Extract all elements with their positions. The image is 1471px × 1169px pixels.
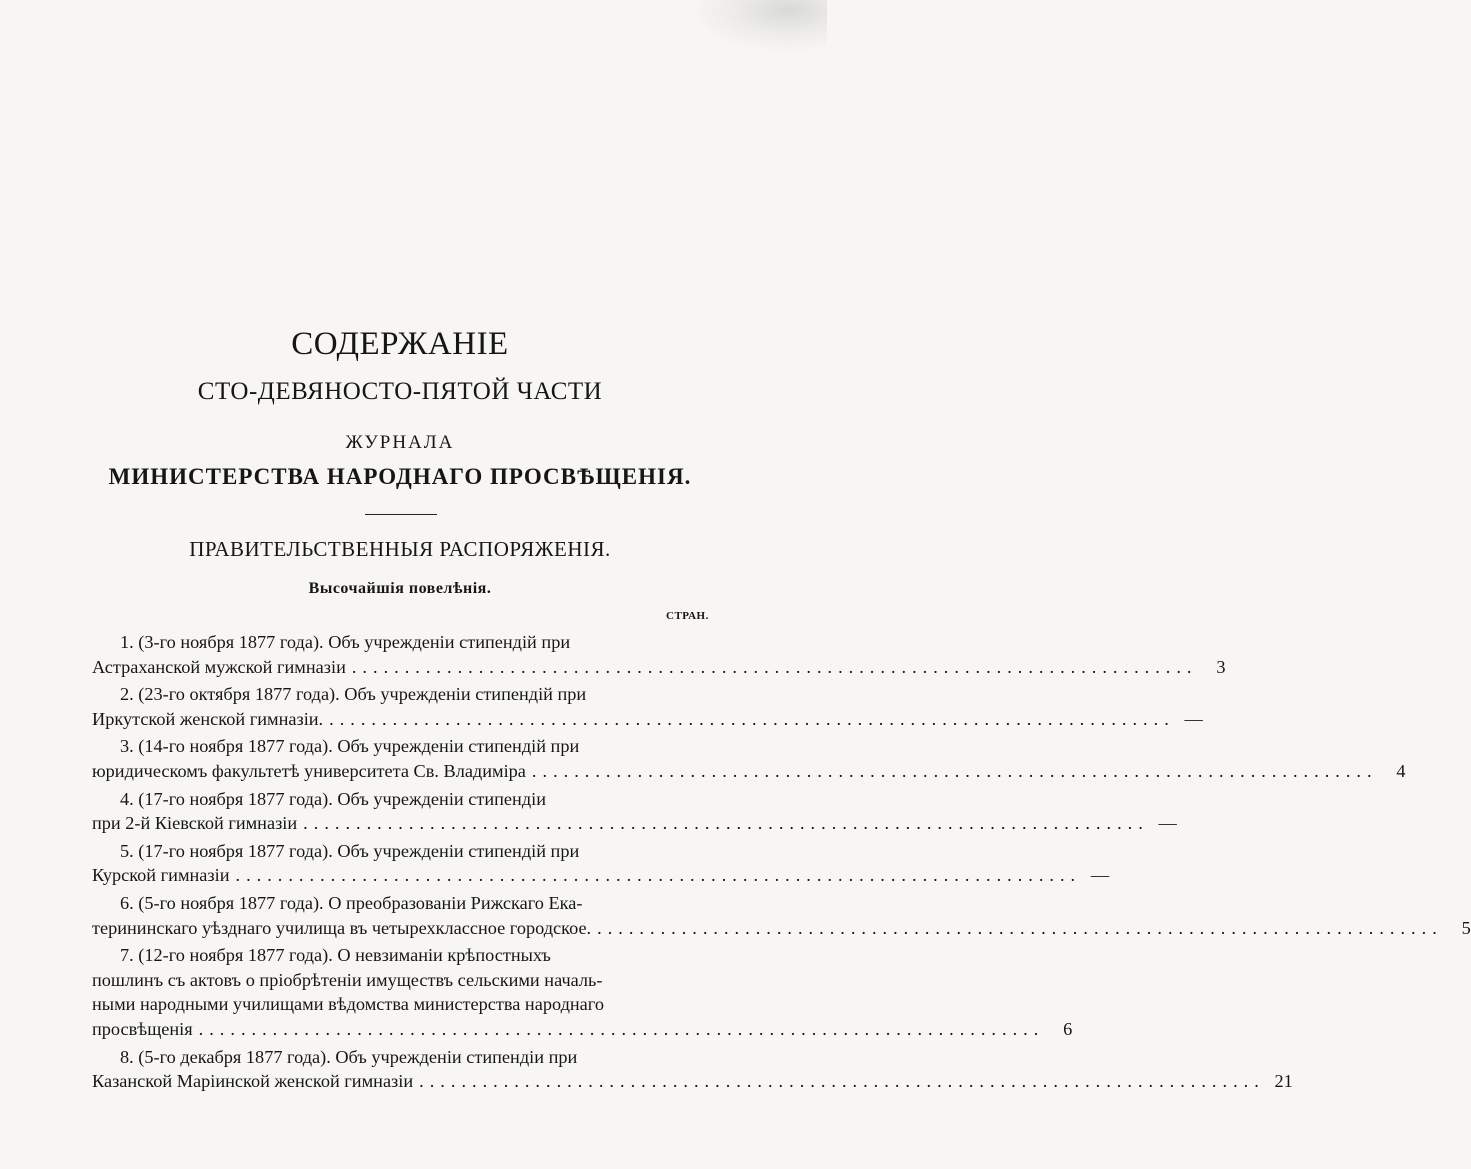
contents-entry bbox=[92, 943, 1073, 1041]
page-number: 3 bbox=[1216, 656, 1226, 677]
divider bbox=[365, 514, 437, 515]
contents-entry bbox=[92, 891, 1471, 940]
contents-entry bbox=[92, 682, 1203, 731]
dot-leader: ................................................................................ bbox=[419, 1071, 1265, 1092]
page-title: СОДЕРЖАНІЕ bbox=[291, 326, 509, 362]
entry-line: 7. (12-го ноября 1877 года). О невзиманіи крѣпостныхъ bbox=[120, 945, 551, 966]
entry-line: 1. (3-го ноября 1877 года). Объ учрежденіи стипендій при bbox=[120, 632, 571, 652]
dot-leader: ................................................................................ bbox=[531, 760, 1378, 781]
paper-stain bbox=[697, 0, 827, 50]
journal-label: ЖУРНАЛА bbox=[345, 432, 455, 453]
entry-text: Иркутской женской гимназіи. bbox=[92, 708, 324, 729]
entry-text: юридическомъ факультетѣ университета Св. Владиміра bbox=[92, 760, 526, 781]
entry-line: пошлинъ съ актовъ о пріобрѣтеніи имуществъ сельскими началь- bbox=[92, 969, 603, 990]
entry-last-line bbox=[92, 863, 1110, 888]
entry-last-line bbox=[92, 707, 1203, 732]
page-number: — bbox=[1090, 865, 1110, 886]
entry-text: Курской гимназіи bbox=[92, 865, 230, 886]
page-column-header: СТРАН. bbox=[666, 610, 709, 622]
entry-text: терининскаго уѣзднаго училища въ четырехклассное городское. bbox=[92, 917, 592, 938]
dot-leader: ................................................................................ bbox=[329, 708, 1175, 729]
page-number: 21 bbox=[1274, 1071, 1293, 1092]
subsection-title: Высочайшія повелѣнія. bbox=[308, 580, 492, 597]
dot-leader: ................................................................................ bbox=[597, 917, 1443, 938]
section-title: ПРАВИТЕЛЬСТВЕННЫЯ РАСПОРЯЖЕНІЯ. bbox=[189, 537, 611, 561]
contents-entry bbox=[92, 1045, 1293, 1094]
entry-last-line bbox=[92, 1017, 1073, 1042]
entry-line: 4. (17-го ноября 1877 года). Объ учрежденіи стипендіи bbox=[120, 788, 546, 809]
entry-line: 3. (14-го ноября 1877 года). Объ учрежденіи стипендій при bbox=[120, 736, 580, 757]
page-number: 5 bbox=[1461, 917, 1471, 938]
entry-line: ными народными училищами вѣдомства министерства народнаго bbox=[92, 994, 604, 1015]
entry-last-line bbox=[92, 1069, 1293, 1094]
contents-entry bbox=[92, 839, 1110, 888]
contents-entry bbox=[92, 787, 1177, 836]
entry-line: 6. (5-го ноября 1877 года). О преобразованіи Рижскаго Ека- bbox=[120, 892, 583, 913]
entry-text: Казанской Маріинской женской гимназіи bbox=[92, 1071, 414, 1092]
contents-list bbox=[92, 630, 1471, 1097]
contents-entry bbox=[92, 734, 1406, 783]
page-number: — bbox=[1158, 813, 1177, 834]
dot-leader: ................................................................................ bbox=[351, 656, 1198, 677]
entry-line: 2. (23-го октября 1877 года). Объ учрежденіи стипендій при bbox=[120, 684, 587, 705]
entry-line: 5. (17-го ноября 1877 года). Объ учрежденіи стипендій при bbox=[120, 840, 580, 861]
entry-text: Астраханской мужской гимназіи bbox=[92, 656, 346, 677]
dot-leader: ................................................................................ bbox=[235, 865, 1082, 886]
page-number: 6 bbox=[1063, 1018, 1073, 1039]
page-number: 4 bbox=[1396, 760, 1406, 781]
entry-last-line bbox=[92, 916, 1471, 941]
entry-text: просвѣщенія bbox=[92, 1018, 193, 1039]
entry-line: 8. (5-го декабря 1877 года). Объ учрежденіи стипендіи при bbox=[120, 1046, 578, 1067]
ministry-title: МИНИСТЕРСТВА НАРОДНАГО ПРОСВѢЩЕНІЯ. bbox=[108, 464, 692, 489]
entry-last-line bbox=[92, 759, 1406, 784]
dot-leader: ................................................................................ bbox=[198, 1018, 1045, 1039]
contents-entry bbox=[92, 630, 1226, 679]
entry-last-line bbox=[92, 655, 1226, 680]
page-subtitle: СТО-ДЕВЯНОСТО-ПЯТОЙ ЧАСТИ bbox=[197, 378, 603, 405]
entry-last-line bbox=[92, 811, 1177, 836]
page-number: — bbox=[1184, 708, 1203, 729]
entry-text: при 2-й Кіевской гимназіи bbox=[92, 813, 298, 834]
dot-leader: ................................................................................ bbox=[303, 813, 1149, 834]
